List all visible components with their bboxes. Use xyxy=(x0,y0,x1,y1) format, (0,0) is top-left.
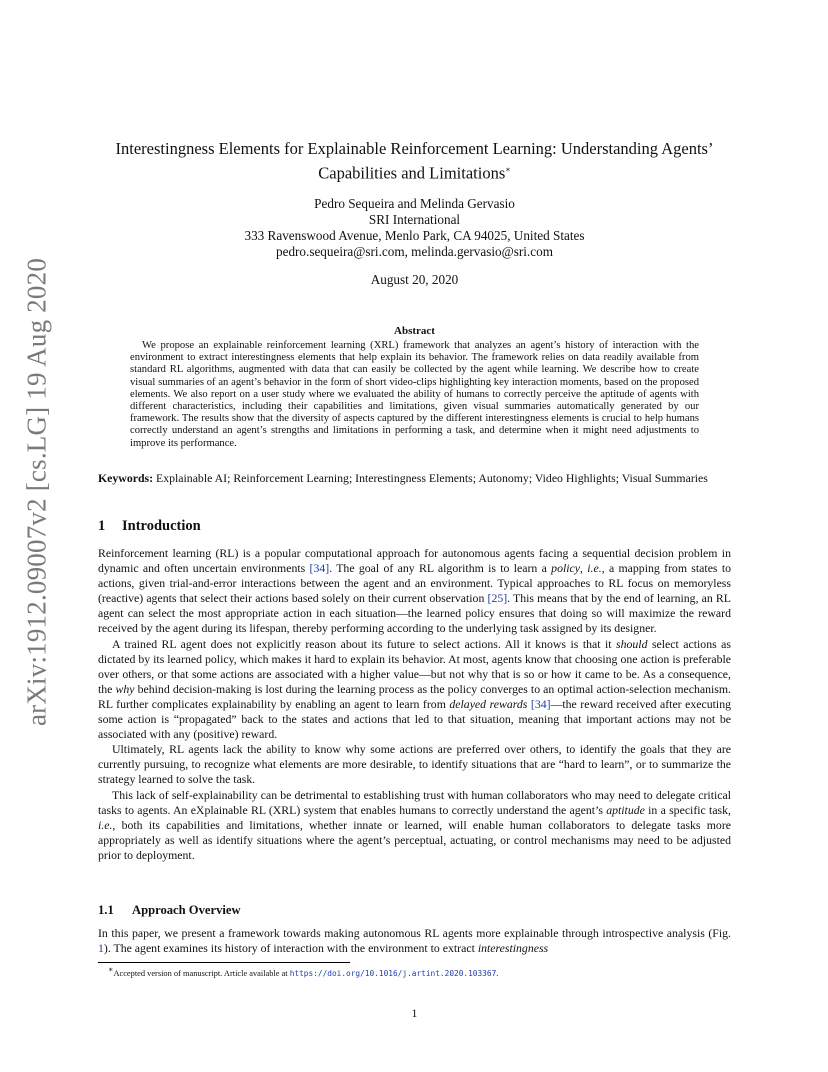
paragraph-2: A trained RL agent does not explicitly reason about its future to select actions. All it knows is that it should select actions as dictated by its learned policy, which makes it hard to explain its behavior. At most, agents know that choosing one action is preferable over others, or that some actions are associated with a higher value—but not why that is so or how it came to be. As a consequence, the why behind decision-making is lost during the learning process as the policy converges to an optimal action-selection mechanism. RL further complicates explainability by enabling an agent to learn from delayed rewards [34]—the reward received after executing some action is “propagated” back to the states and actions that led to that situation, meaning that important actions may not be associated with any (positive) reward. xyxy=(98,636,731,742)
arxiv-id-text: arXiv:1912.09007v2 [cs.LG] 19 Aug 2020 xyxy=(21,257,52,727)
section-heading-introduction xyxy=(98,518,201,535)
section-number: 1 xyxy=(98,518,106,534)
footnote-mark: ∗ xyxy=(108,965,114,974)
figure-reference-link[interactable]: 1 xyxy=(98,941,104,956)
footnote: ∗Accepted version of manuscript. Article available at https://doi.org/10.1016/j.artint.2020.103367. xyxy=(108,965,499,978)
paper-date: August 20, 2020 xyxy=(370,272,459,287)
paragraph-1: Reinforcement learning (RL) is a popular computational approach for autonomous agents facing a sequential decision problem in dynamic and often uncertain environments [34]. The goal of any RL algorithm is to learn a policy, i.e., a mapping from states to actions, given trial-and-error interactions between the agent and an environment. Typical approaches to RL focus on memoryless (reactive) agents that select their actions based solely on their current observation [25]. This means that by the end of learning, an RL agent can select the most appropriate action in each situation—the learned policy ensures that doing so will maximize the reward received by the agent during its lifespan, thereby performing according to the underlying task assigned by its designer. xyxy=(98,546,732,636)
subsection-title: Approach Overview xyxy=(132,903,241,917)
introduction-body xyxy=(98,546,731,863)
title-line-1: Interestingness Elements for Explainable Reinforcement Learning: Understanding Agents’ xyxy=(115,139,714,158)
paper-title xyxy=(98,138,731,184)
keywords xyxy=(98,470,731,486)
approach-overview-paragraph: In this paper, we present a framework towards making autonomous RL agents more explainable through introspective analysis (Fig. 1). The agent examines its history of interaction with the environment to extract interestingness xyxy=(98,926,731,956)
subsection-number: 1.1 xyxy=(98,903,114,917)
author-address: 333 Ravenswood Avenue, Menlo Park, CA 94025, United States xyxy=(244,228,585,243)
citation-link[interactable]: [25] xyxy=(487,591,508,606)
page-number: 1 xyxy=(411,1006,418,1020)
footnote-rule xyxy=(98,962,350,963)
section-title: Introduction xyxy=(122,518,201,534)
title-footnote-mark: ∗ xyxy=(505,165,511,174)
subsection-heading-approach-overview xyxy=(98,903,241,918)
paragraph-3: Ultimately, RL agents lack the ability to know why some actions are preferred over others, to identify the goals that they are currently pursuing, to recognize what elements are more desirable, to identify situations that are “hard to learn”, or to summarize the strategy learned to solve the task. xyxy=(98,742,731,787)
doi-link[interactable]: https://doi.org/10.1016/j.artint.2020.103367 xyxy=(289,968,497,978)
citation-link[interactable]: [34] xyxy=(309,561,330,576)
abstract-heading: Abstract xyxy=(394,325,435,337)
paragraph-4: This lack of self-explainability can be detrimental to establishing trust with human collaborators who may need to delegate critical tasks to agents. An eXplainable RL (XRL) system that enables humans to correctly understand the agent’s aptitude in a specific task, i.e., both its capabilities and limitations, whether innate or learned, will enable human collaborators to delegate tasks more appropriately as well as identify situations where the agent’s perceptual, actuating, or control mechanisms may need to be adjusted prior to deployment. xyxy=(98,787,731,862)
author-affiliation: SRI International xyxy=(368,212,461,227)
title-line-2 xyxy=(98,159,731,184)
author-emails: pedro.sequeira@sri.com, melinda.gervasio@sri.com xyxy=(276,244,553,259)
author-names: Pedro Sequeira and Melinda Gervasio xyxy=(314,196,515,211)
arxiv-sidebar-stamp xyxy=(14,257,60,727)
keywords-text: Explainable AI; Reinforcement Learning; Interestingness Elements; Autonomy; Video Highlights; Visual Summaries xyxy=(156,471,708,485)
keywords-label: Keywords: xyxy=(98,471,154,485)
citation-link[interactable]: [34] xyxy=(530,696,551,711)
abstract-text: We propose an explainable reinforcement learning (XRL) framework that analyzes an agent’s history of interaction with the environment to extract interestingness elements that help explain its behavior. The framework relies on data readily available from standard RL algorithms, augmented with data that can easily be collected by the agent while learning. We describe how to create visual summaries of an agent’s behavior in the form of short video-clips highlighting key interaction moments, based on the proposed elements. We also report on a user study where we evaluated the ability of humans to correctly perceive the aptitude of agents with different characteristics, including their capabilities and limitations, given visual summaries automatically generated by our framework. The results show that the diversity of aspects captured by the different interestingness elements is crucial to help humans correctly understand an agent’s strengths and limitations in performing a task, and determine when it might need adjustments to improve its performance. xyxy=(130,340,699,449)
title-line-2-text: Capabilities and Limitations xyxy=(318,163,506,183)
